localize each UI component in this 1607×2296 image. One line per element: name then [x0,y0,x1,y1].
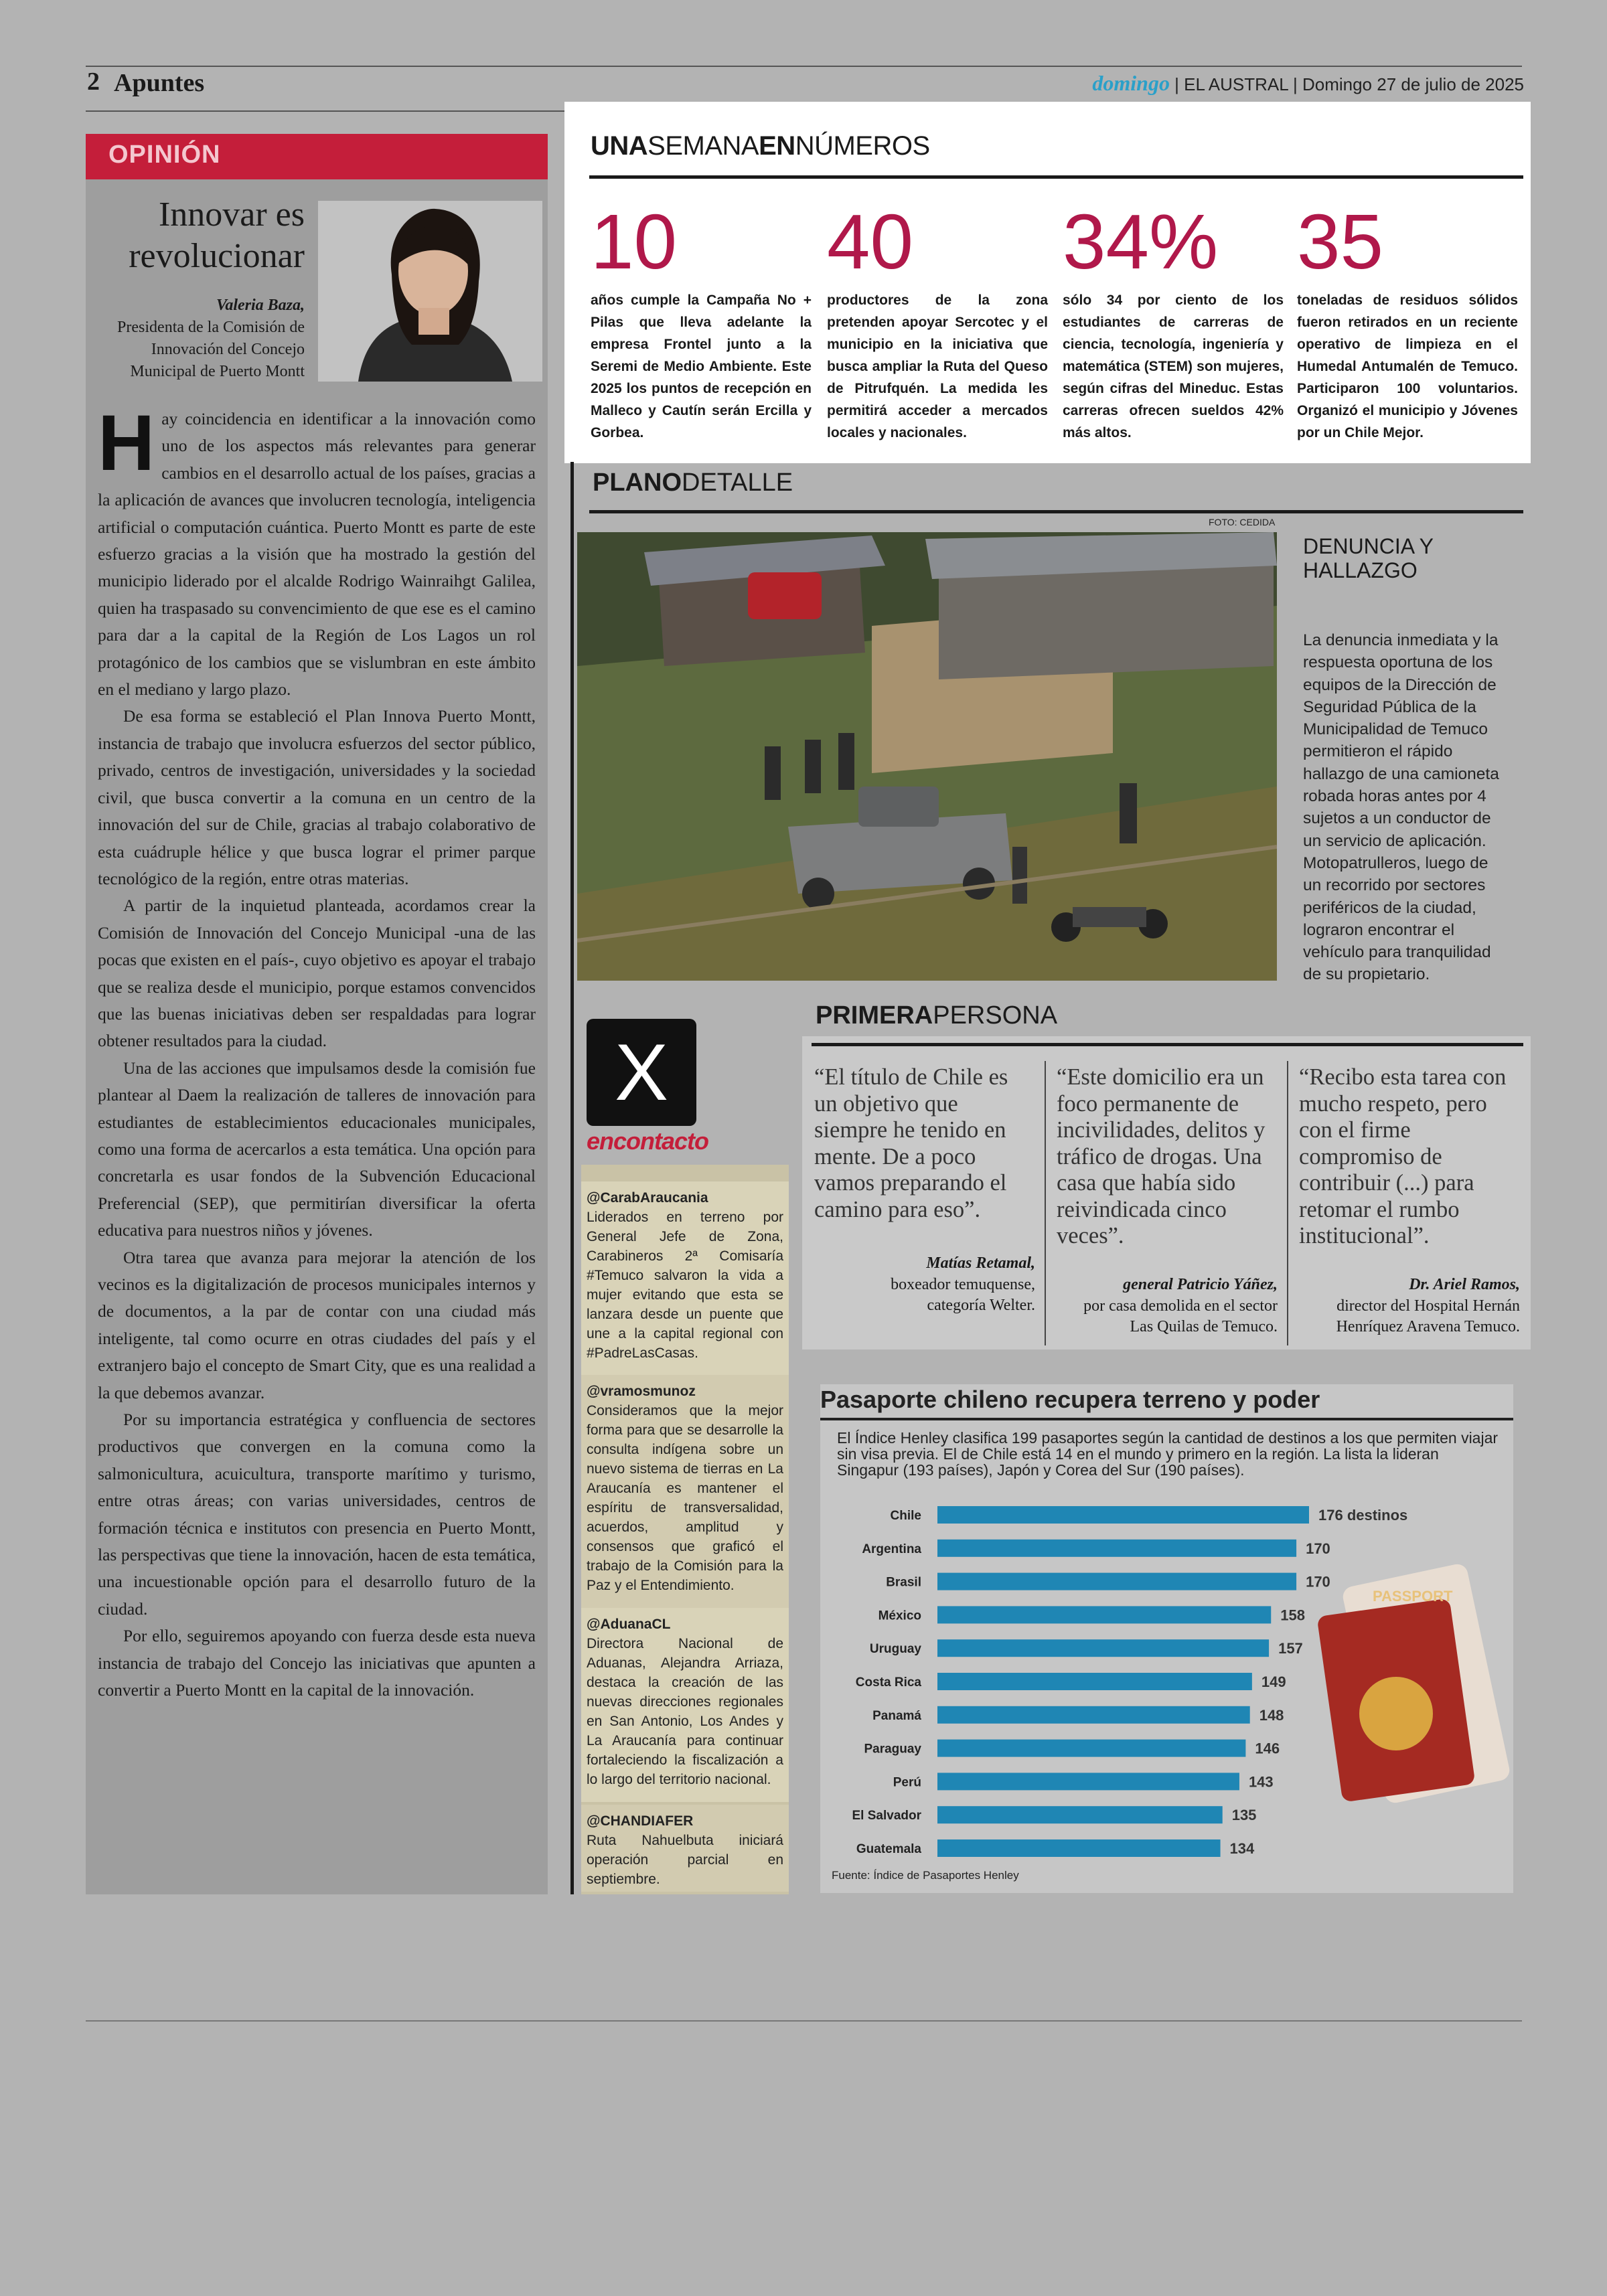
social-post [581,1608,789,1802]
plano-text: La denuncia inmediata y la respuesta oportuna de los equipos de la Dirección de Seguridad Pública de la Municipalidad de Temuco permitieron el rápido hallazgo de una camioneta robada horas antes por 4 sujetos a un conductor de un servicio de aplicación. Motopatrulleros, luego de un recorrido por sectores periféricos de la ciudad, lograron encontrar el vehículo para tranquilidad de su propietario. [1303,631,1499,984]
passport-bar-chart [820,1493,1513,1868]
chart-title: Pasaporte chileno recupera terreno y poder [820,1386,1320,1413]
chart-title-rule [820,1418,1513,1420]
bar [937,1606,1271,1623]
social-post [581,1375,789,1609]
category-label: Costa Rica [855,1675,921,1690]
quote-divider [1045,1061,1046,1345]
section-name: Apuntes [114,69,205,97]
primera-heading: PRIMERAPERSONA [816,1001,1058,1030]
value-label: 149 [1261,1673,1286,1690]
opinion-paragraph: Por su importancia estratégica y confluencia de sectores productivos que convergen en la comuna como la salmonicultura, acuicultura, transporte marítimo y turismo, entre otras áreas; con varias universidades, centros de formación técnica e institutos con presencia en Puerto Montt, las perspectivas que tiene la innovación, hacen de esta temática, una incuestionable opción para el desarrollo futuro de la ciudad. [98,1410,536,1619]
value-label: 176 destinos [1318,1507,1408,1524]
opinion-paragraph: A partir de la inquietud planteada, acordamos crear la Comisión de Innovación del Concejo Municipal -una de las pocas que existen en el país-, cuyo objetivo es apoyar el trabajo que se realiza desde el municipio, porque estamos convencidos que las buenas iniciativas deben ser respaldadas para lograr obtener resultados para la ciudad. [98,896,536,1051]
social-post [581,1805,789,1892]
bar [937,1639,1269,1657]
bar [937,1740,1245,1757]
number-item [591,198,812,444]
number-item [827,198,1048,444]
opinion-author: Valeria Baza, Presidenta de la Comisión de Innovación del Concejo Municipal de Puerto Montt [117,297,305,380]
masthead-paper: EL AUSTRAL [1184,74,1288,94]
number-item [1063,198,1284,444]
photo-credit: FOTO: CEDIDA [1209,517,1276,527]
passport-illustration [1316,1562,1511,1805]
quote-signature: Dr. Ariel Ramos, director del Hospital Hernán Henríquez Aravena Temuco. [1336,1276,1520,1335]
contacto-label: encontacto [587,1127,709,1155]
masthead: domingo | EL AUSTRAL | Domingo 27 de julio de 2025 [1092,71,1524,95]
number-value: 35 [1297,198,1384,285]
quote-signature: general Patricio Yáñez, por casa demolida en el sector Las Quilas de Temuco. [1083,1276,1278,1335]
category-label: Uruguay [869,1642,921,1657]
post-handle: @CarabAraucania [587,1190,708,1206]
column-rule [570,462,574,1894]
post-handle: @CHANDIAFER [587,1813,694,1829]
social-post [581,1181,789,1406]
primera-rule [812,1043,1523,1046]
category-label: Perú [893,1775,921,1790]
page-number: 2 [87,68,100,96]
masthead-brand: domingo [1092,71,1170,95]
opinion-title: Innovar es revolucionar [129,195,305,275]
number-value: 10 [591,198,678,285]
opinion-paragraph: De esa forma se estableció el Plan Innova Puerto Montt, instancia de trabajo que involucra esfuerzos del sector público, privado, centros de investigación, universidades y la sociedad civil, que busca convertir a la comuna en un centro de la innovación del sur de Chile, gracias al trabajo colaborativo de esta cuádruple hélice y que busca lograr el primer parque tecnológico de la región, entre otras materias. [98,706,536,888]
dropcap: H [98,399,155,487]
value-label: 157 [1278,1640,1303,1657]
plano-heading: PLANODETALLE [593,469,793,497]
bar [937,1573,1296,1590]
bar [937,1773,1239,1790]
opinion-paragraph: Por ello, seguiremos apoyando con fuerza desde esta nueva instancia de trabajo del Concejo las iniciativas que apunten a convertir a Puerto Montt en la capital de la innovación. [98,1626,536,1700]
quote-text: “El título de Chile es un objetivo que siempre he tenido en mente. De a poco vamos preparando el camino para eso”. [814,1064,1008,1222]
author-photo [318,201,542,382]
news-photo [577,532,1277,981]
quote-text: “Este domicilio era un foco permanente de incivilidades, delitos y tráfico de drogas. Una casa que había sido reivindicada cinco veces”. [1057,1064,1266,1248]
bar [937,1506,1309,1524]
post-handle: @AduanaCL [587,1617,671,1632]
value-label: 135 [1231,1807,1257,1824]
category-label: Guatemala [856,1842,921,1856]
number-text: sólo 34 por ciento de los estudiantes de carreras de ciencia, tecnología, ingeniería y matemática (STEM) son mujeres, según cifras del Mineduc. Estas carreras ofrecen sueldos 42% más altos. [1063,293,1284,440]
number-value: 34% [1063,198,1219,285]
numbers-heading: UNASEMANAENNÚMEROS [591,131,930,161]
footer-rule [86,2020,1522,2022]
post-text: Consideramos que la mejor forma para que se desarrolle la consulta indígena sobre un nuevo sistema de tierras en La Araucanía es mantener el espíritu de transversalidad, acuerdos, amplitud y consensos que graficó el trabajo de la Comisión para la Paz y el Entendimiento. [587,1403,783,1593]
opinion-paragraph: Una de las acciones que impulsamos desde la comisión fue plantear al Daem la realización de talleres de innovación para estudiantes de establecimientos educacionales municipales, como una forma de acercarlos a esta temática. Una opción para concretarla es usar fondos de la Subvención Educacional Preferencial (SEP), que permitirían diversificar la oferta educativa para nuestros niños y jóvenes. [98,1058,536,1240]
opinion-paragraph: Otra tarea que avanza para mejorar la atención de los vecinos es la digitalización de procesos municipales internos y de documentos, a la par de contar con una ciudad más inteligente, tal como ocurre en otras ciudades del país y el extranjero bajo el concepto de Smart City, que es una realidad a la que debemos avanzar. [98,1247,536,1402]
value-label: 146 [1255,1740,1280,1757]
category-label: Paraguay [864,1742,921,1756]
value-label: 143 [1248,1773,1274,1791]
chart-source: Fuente: Índice de Pasaportes Henley [832,1869,1019,1882]
passport-label: PASSPORT [1373,1588,1453,1605]
quote-signature: Matías Retamal, boxeador temuquense, categoría Welter. [891,1254,1035,1314]
number-text: años cumple la Campaña No + Pilas que lleva adelante la empresa Frontel junto a la Seremi de Medio Ambiente. Este 2025 los puntos de recepción en Malleco y Cautín serán Ercilla y Gorbea. [591,293,812,440]
header-top-rule [86,66,1522,67]
opinion-banner: OPINIÓN [86,134,548,179]
opinion-body: Hay coincidencia en identificar a la innovación como uno de los aspectos más relevantes para generar cambios en el desarrollo actual de los países, gracias a la aplicación de avances que involucren tecnología, inteligencia artificial o computación cuántica. Puerto Montt es parte de este esfuerzo gracias a la visión que ha mostrado la gestión del municipio liderado por el alcalde Rodrigo Wainraihgt Galilea, quien ha traspasado su convencimiento de que ese es el camino para dar a la capital de la Región de Los Lagos un rol protagónico de los cambios que se vislumbran en este ámbito en el mediano y largo plazo. De esa forma se estableció el Plan Innova Puerto Montt, instancia de trabajo que involucra esfuerzos del sector público, privado, centros de investigación, universidades y la sociedad civil, que busca convertir a la comuna en un centro de la innovación del sur de Chile, gracias al trabajo colaborativo de esta cuádruple hélice y que busca lograr el primer parque tecnológico de la región, entre otras materias. A partir de la inquietud planteada, acordamos crear la Comisión de Innovación del Concejo Municipal -una de las pocas que existen en el país-, cuyo objetivo es apoyar el trabajo que se realiza desde el municipio, porque estamos convencidos que las buenas iniciativas deben ser respaldadas para lograr obtener resultados para la ciudad. Una de las acciones que impulsamos desde la comisión fue plantear al Daem la realización de talleres de innovación para estudiantes de establecimientos educacionales municipales, como una forma de acercarlos a esta temática. Una opción para concretarla es usar fondos de la Subvención Educacional Preferencial (SEP), que permitirían diversificar la oferta educativa para nuestros niños y jóvenes. Otra tarea que avanza para mejorar la atención de los vecinos es la digitalización de procesos municipales internos y de documentos, a la par de contar con una ciudad más inteligente, tal como ocurre en otras ciudades del país y el extranjero bajo el concepto de Smart City, que es una realidad a la que debemos avanzar. Por su importancia estratégica y confluencia de sectores productivos que convergen en la comuna como la salmonicultura, acuicultura, transporte marítimo y turismo, entre otras áreas; con varias universidades, centros de formación técnica e institutos con presencia en Puerto Montt, las perspectivas que tiene la innovación, hacen de esta temática, una incuestionable opción para el desarrollo futuro de la ciudad. Por ello, seguiremos apoyando con fuerza desde esta nueva instancia de trabajo del Concejo las iniciativas que apunten a convertir a Puerto Montt en la capital de la innovación. [98,406,536,1704]
value-label: 158 [1280,1607,1305,1624]
x-logo-icon: X [587,1019,696,1126]
value-label: 134 [1229,1840,1255,1857]
post-text: Ruta Nahuelbuta iniciará operación parcial en septiembre. [587,1833,783,1887]
bar [937,1839,1221,1857]
category-label: Brasil [886,1575,921,1590]
post-text: Liderados en terreno por General Jefe de Zona, Carabineros 2ª Comisaría #Temuco salvaron la vida a mujer evitando que esta se lanzara desde un puente que une a la capital regional con #PadreLasCasas. [587,1210,783,1361]
category-label: México [878,1609,921,1623]
bar [937,1706,1250,1724]
value-label: 170 [1306,1540,1330,1557]
number-item [1297,198,1518,444]
number-text: productores de la zona pretenden apoyar Sercotec y el municipio en la iniciativa que busca ampliar la Ruta del Queso de Pitrufquén. La medida les permitirá acceder a mercados locales y nacionales. [827,293,1048,440]
number-value: 40 [827,198,914,285]
quote-divider [1287,1061,1288,1345]
bar [937,1673,1252,1690]
value-label: 148 [1259,1706,1284,1724]
plano-title: DENUNCIA Y HALLAZGO [1303,534,1434,582]
post-handle: @vramosmunoz [587,1384,696,1399]
number-text: toneladas de residuos sólidos fueron retirados en un reciente operativo de limpieza en el Humedal Antumalén de Temuco. Participaron 100 voluntarios. Organizó el municipio y Jóvenes por un Chile Mejor. [1297,293,1518,440]
chart-subtitle: El Índice Henley clasifica 199 pasaportes según la cantidad de destinos a los que permiten viajar sin visa previa. El de Chile está 14 en el mundo y primero en la región. La lista la lideran Singapur (193 países), Japón y Corea del Sur (190 países). [837,1429,1499,1479]
bar [937,1806,1223,1823]
plano-rule [589,510,1523,513]
value-label: 170 [1306,1573,1330,1590]
post-text: Directora Nacional de Aduanas, Alejandra Arriaza, destaca la creación de las nuevas direcciones regionales en San Antonio, Los Andes y La Araucanía para continuar fortaleciendo la fiscalización a lo largo del territorio nacional. [587,1636,783,1787]
category-label: Chile [890,1509,921,1523]
category-label: Panamá [872,1708,921,1723]
masthead-date: Domingo 27 de julio de 2025 [1302,74,1524,94]
quote-text: “Recibo esta tarea con mucho respeto, pero con el firme compromiso de contribuir (...) para retomar el rumbo institucional”. [1299,1064,1507,1248]
category-label: Argentina [862,1542,921,1556]
numbers-rule [589,175,1523,179]
category-label: El Salvador [852,1809,921,1823]
bar [937,1540,1296,1557]
